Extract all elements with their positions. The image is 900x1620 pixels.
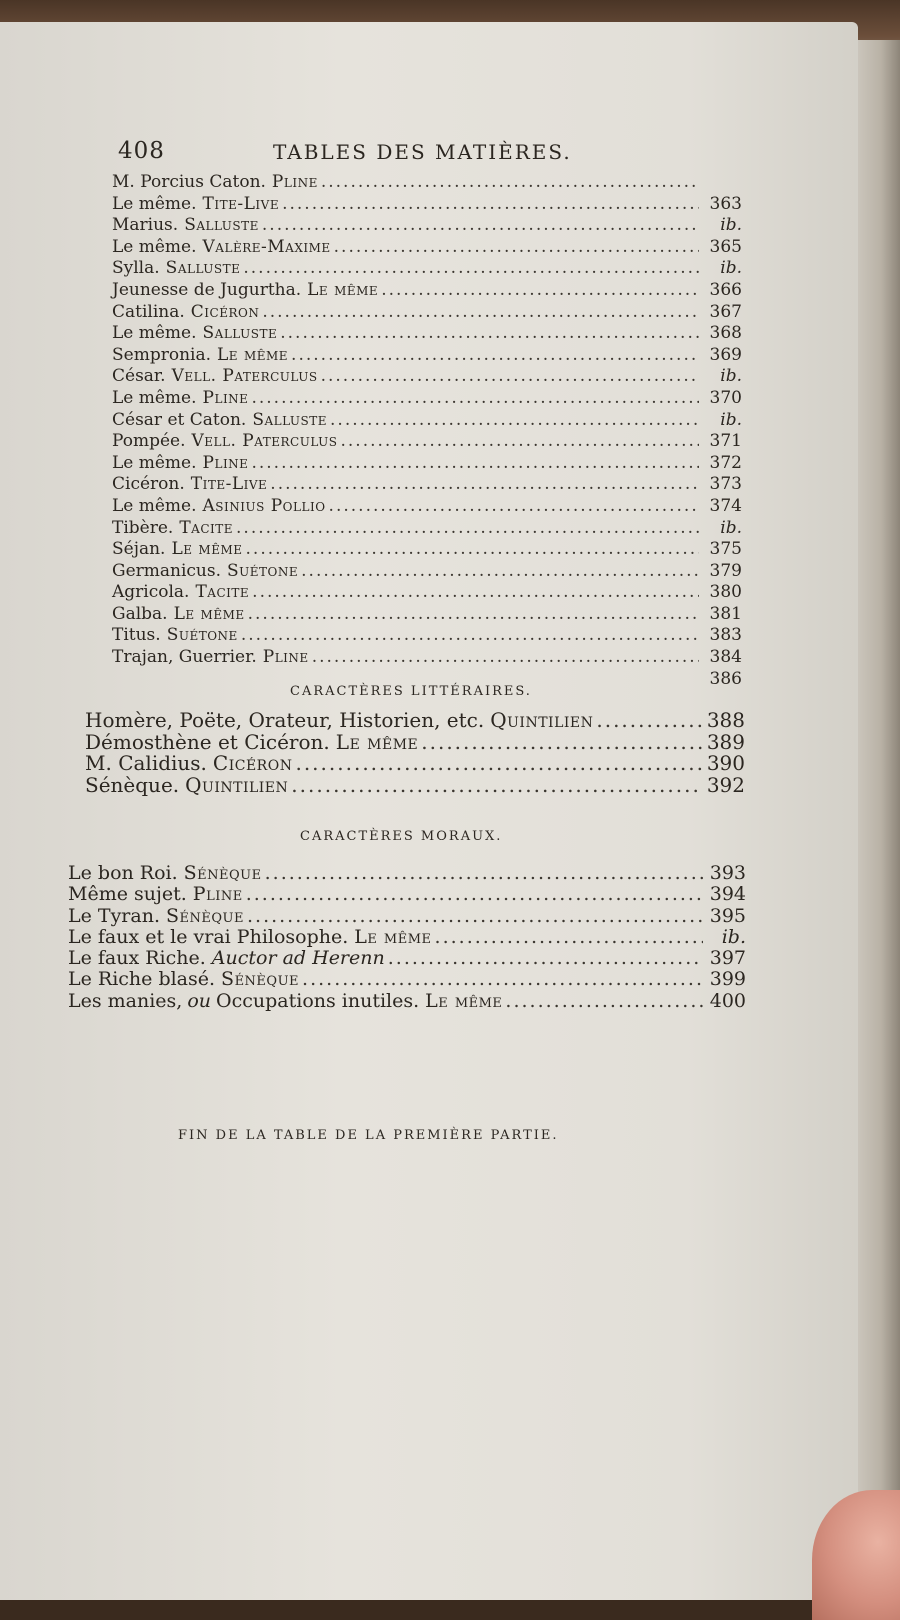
- dot-leader: [251, 453, 699, 473]
- entry-source: Suétone: [166, 625, 238, 646]
- entry-source: Salluste: [252, 409, 328, 430]
- toc-entry: [112, 431, 742, 453]
- toc-entry: [112, 215, 742, 237]
- entry-title: Même sujet.: [68, 883, 187, 906]
- toc-entry: [68, 883, 746, 904]
- entry-title: César et Caton.: [112, 409, 247, 430]
- dot-leader: [262, 215, 699, 235]
- toc-entry: [112, 172, 742, 194]
- entry-source: Cicéron: [212, 751, 293, 775]
- entry-page: 393: [709, 862, 746, 884]
- dot-leader: [321, 366, 699, 386]
- entry-title: César.: [112, 366, 166, 387]
- entry-title: Le même.: [112, 236, 197, 257]
- entry-source: Pline: [262, 647, 309, 668]
- entry-source: Sénèque: [166, 904, 244, 927]
- entry-page: 399: [709, 968, 746, 991]
- dot-leader: [341, 431, 700, 451]
- toc-entry: [112, 453, 742, 475]
- dot-leader: [330, 410, 699, 430]
- entry-source: Salluste: [165, 258, 241, 279]
- entry-source: Vell. Paterculus: [191, 431, 338, 452]
- entry-source: Sénèque: [183, 862, 262, 884]
- dot-leader: [301, 561, 699, 581]
- entry-page: 374: [709, 495, 742, 516]
- entry-page: 395: [709, 904, 746, 927]
- entry-page: 365: [709, 236, 742, 257]
- entry-title: Catilina.: [112, 301, 185, 322]
- toc-entry: [85, 751, 745, 773]
- entry-source: Le même: [307, 279, 379, 300]
- entry-page: 368: [709, 323, 742, 344]
- toc-entry: [112, 518, 742, 540]
- entry-page: 373: [709, 474, 742, 495]
- entry-title: Pompée.: [112, 431, 186, 452]
- entry-source: Suétone: [227, 560, 299, 581]
- toc-entry: [112, 539, 742, 561]
- entry-page: ib.: [720, 215, 742, 236]
- entry-source: Vell. Paterculus: [171, 366, 318, 387]
- entry-title: Trajan, Guerrier.: [112, 647, 257, 668]
- entry-page: 381: [709, 603, 742, 624]
- entry-source: Le même: [217, 344, 289, 365]
- entry-source: Quintilien: [490, 708, 594, 732]
- dot-leader: [596, 708, 702, 732]
- dot-leader: [265, 862, 703, 884]
- toc-entry: [112, 388, 742, 410]
- entry-source: Le même: [425, 989, 503, 1012]
- toc-entry: [68, 968, 746, 989]
- toc-entry: [112, 474, 742, 496]
- entry-page: 392: [706, 772, 745, 797]
- entry-title: Le même.: [112, 193, 197, 214]
- entry-source: Cicéron: [190, 301, 260, 322]
- dot-leader: [291, 345, 699, 365]
- dot-leader: [381, 280, 699, 300]
- toc-entry: [112, 194, 742, 216]
- dot-leader: [388, 947, 703, 969]
- entry-page: 375: [709, 539, 742, 560]
- entry-title-continued: Occupations inutiles.: [216, 989, 420, 1012]
- entry-page: 370: [709, 387, 742, 408]
- entry-source: Auctor ad Herenn: [211, 947, 385, 970]
- entry-title: Le Riche blasé.: [68, 968, 216, 991]
- dot-leader: [248, 604, 699, 624]
- entry-title: Jeunesse de Jugurtha.: [112, 279, 302, 300]
- entry-page: ib.: [721, 925, 746, 948]
- page-header: [118, 138, 588, 170]
- entry-title: Sylla.: [112, 258, 160, 279]
- dot-leader: [312, 647, 699, 667]
- entry-source: Asinius Pollio: [202, 495, 326, 516]
- entry-source: Tite-Live: [202, 193, 280, 214]
- toc-entry: [112, 345, 742, 367]
- toc-entry: [68, 990, 746, 1011]
- entry-title: Sénèque.: [85, 772, 180, 797]
- toc-entry: [68, 947, 746, 968]
- entry-source: Pline: [271, 172, 318, 192]
- dot-leader: [329, 496, 699, 516]
- entry-title: Titus.: [112, 625, 161, 646]
- dot-leader: [251, 388, 699, 408]
- entry-title: Le bon Roi.: [68, 862, 178, 884]
- toc-entry: [112, 496, 742, 518]
- entry-title: Le même.: [112, 495, 197, 516]
- section-heading-moraux: CARACTÈRES MORAUX.: [300, 829, 503, 844]
- dot-leader: [246, 883, 703, 905]
- toc-entry: [112, 366, 742, 388]
- entry-source: Valère-Maxime: [202, 236, 331, 257]
- dot-leader: [435, 926, 703, 948]
- entry-source: Le même: [335, 729, 419, 754]
- dot-leader: [246, 539, 699, 559]
- entry-page: 372: [709, 452, 742, 473]
- toc-section-litteraires: [85, 708, 745, 797]
- toc-entry: [68, 862, 746, 883]
- dot-leader: [252, 582, 699, 602]
- entry-source: Pline: [192, 883, 243, 906]
- entry-title: Agricola.: [112, 582, 190, 603]
- toc-entry: [112, 410, 742, 432]
- entry-title: Démosthène et Cicéron.: [85, 729, 330, 754]
- entry-title: Le faux Riche.: [68, 947, 206, 970]
- entry-page: 400: [709, 989, 746, 1012]
- entry-page: ib.: [720, 258, 742, 279]
- entry-source: Le même: [173, 603, 245, 624]
- entry-joiner: ou: [187, 989, 212, 1012]
- toc-entry: [112, 604, 742, 626]
- toc-entry: [112, 561, 742, 583]
- entry-page: 390: [706, 751, 745, 775]
- dot-leader: [291, 773, 702, 797]
- entry-title: Le même.: [112, 452, 197, 473]
- toc-entry: [112, 280, 742, 302]
- entry-source: Pline: [202, 387, 249, 408]
- entry-page: ib.: [720, 409, 742, 430]
- entry-source: Tacite: [179, 517, 234, 538]
- dot-leader: [270, 474, 699, 494]
- page-number: 408: [118, 138, 165, 164]
- entry-title: Le même.: [112, 387, 197, 408]
- dot-leader: [282, 194, 699, 214]
- entry-title: Les manies,: [68, 989, 183, 1012]
- page-edge: [852, 40, 900, 1600]
- entry-title: Le Tyran.: [68, 904, 160, 927]
- entry-source: Sénèque: [221, 968, 300, 991]
- toc-entry: [112, 647, 742, 669]
- entry-page: 389: [706, 729, 745, 754]
- toc-entry: [68, 905, 746, 926]
- dot-leader: [302, 968, 703, 990]
- entry-title: Marius.: [112, 215, 179, 236]
- entry-source: Salluste: [184, 215, 259, 236]
- toc-entry: [112, 237, 742, 259]
- toc-entry: [85, 773, 745, 795]
- entry-page: ib.: [720, 517, 742, 538]
- entry-title: Cicéron.: [112, 474, 185, 495]
- entry-title: Le même.: [112, 323, 197, 344]
- entry-page: 394: [709, 883, 746, 906]
- dot-leader: [241, 625, 699, 645]
- end-of-table-note: FIN DE LA TABLE DE LA PREMIÈRE PARTIE.: [178, 1128, 559, 1143]
- entry-page: ib.: [720, 366, 742, 387]
- entry-page: 388: [706, 708, 745, 732]
- dot-leader: [295, 751, 702, 775]
- toc-entry: [112, 258, 742, 280]
- entry-source: Salluste: [202, 323, 278, 344]
- entry-page: 371: [709, 431, 742, 452]
- entry-page: 363: [709, 193, 742, 214]
- entry-source: Le même: [354, 925, 432, 948]
- entry-page: 386: [709, 668, 742, 689]
- entry-page: 384: [709, 647, 742, 668]
- entry-source: Le même: [171, 539, 243, 560]
- dot-leader: [247, 905, 703, 927]
- toc-entry: [68, 926, 746, 947]
- entry-page: 367: [709, 301, 742, 322]
- entry-title: Le faux et le vrai Philosophe.: [68, 925, 349, 948]
- entry-page: 366: [709, 279, 742, 300]
- toc-section-portraits: [112, 172, 742, 690]
- entry-page: 383: [709, 625, 742, 646]
- entry-page: 397: [709, 947, 746, 970]
- toc-entry: [112, 323, 742, 345]
- entry-page: 379: [709, 560, 742, 581]
- entry-title: Germanicus.: [112, 560, 222, 581]
- entry-title: Tibère.: [112, 517, 174, 538]
- entry-title: M. Porcius Caton.: [112, 172, 266, 192]
- entry-source: Pline: [202, 452, 249, 473]
- entry-title: Galba.: [112, 603, 168, 624]
- toc-section-moraux: [68, 862, 746, 1011]
- entry-source: Quintilien: [185, 772, 289, 797]
- dot-leader: [505, 990, 703, 1012]
- entry-title: M. Calidius.: [85, 751, 207, 775]
- entry-page: 380: [709, 582, 742, 603]
- section-heading-litteraires: CARACTÈRES LITTÉRAIRES.: [290, 684, 532, 699]
- dot-leader: [334, 237, 699, 257]
- toc-entry: [112, 582, 742, 604]
- dot-leader: [280, 323, 699, 343]
- dot-leader: [243, 258, 699, 278]
- entry-title: Sempronia.: [112, 344, 211, 365]
- toc-entry: [112, 302, 742, 324]
- entry-title: Séjan.: [112, 539, 166, 560]
- dot-leader: [236, 518, 699, 538]
- dot-leader: [421, 730, 702, 754]
- entry-source: Tite-Live: [190, 474, 268, 495]
- dot-leader: [321, 172, 699, 192]
- running-title: TABLES DES MATIÈRES.: [273, 140, 572, 164]
- entry-source: Tacite: [195, 582, 250, 603]
- entry-page: 369: [709, 344, 742, 365]
- toc-entry: [85, 708, 745, 730]
- toc-entry: [85, 730, 745, 752]
- toc-entry: [112, 625, 742, 647]
- entry-title: Homère, Poëte, Orateur, Historien, etc.: [85, 708, 485, 732]
- dot-leader: [262, 302, 699, 322]
